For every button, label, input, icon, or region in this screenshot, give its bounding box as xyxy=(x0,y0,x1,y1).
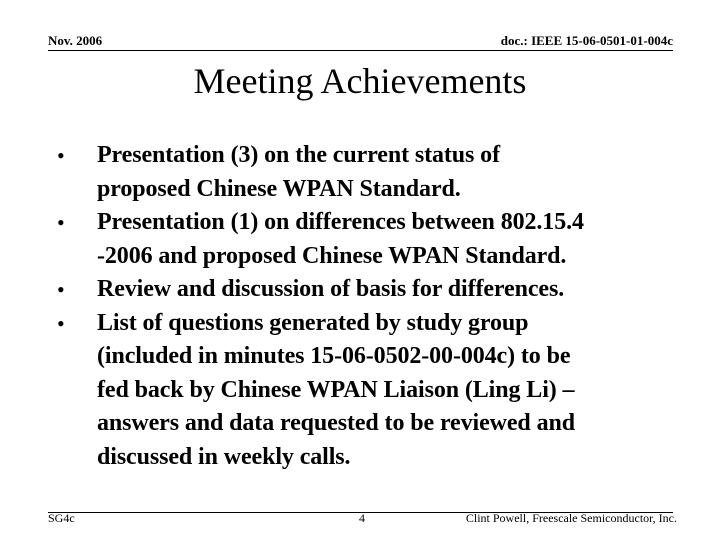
bullet-icon: • xyxy=(57,143,65,168)
bullet-text-line: (included in minutes 15-06-0502-00-004c) to be xyxy=(97,343,571,369)
header-date: Nov. 2006 xyxy=(48,33,103,48)
footer-author: Clint Powell, Freescale Semiconductor, Inc. xyxy=(465,511,677,525)
bullet-icon: • xyxy=(57,210,65,235)
bullet-text-line: List of questions generated by study group xyxy=(97,309,529,336)
bullet-item xyxy=(48,206,688,273)
bullet-text-line: answers and data requested to be reviewed and xyxy=(97,410,575,436)
bullet-text-line: fed back by Chinese WPAN Liaison (Ling Li) – xyxy=(97,376,575,403)
footer-page-number: 4 xyxy=(359,511,365,525)
bullet-text-line: Presentation (1) on differences between 802.15.4 xyxy=(97,209,584,235)
footer-group: SG4c xyxy=(48,511,75,525)
bullet-item xyxy=(48,273,688,307)
bullet-item xyxy=(48,307,688,475)
bullet-item xyxy=(48,139,688,206)
bullet-text-line: proposed Chinese WPAN Standard. xyxy=(97,175,461,202)
slide-title: Meeting Achievements xyxy=(193,61,527,101)
bullet-text-line: discussed in weekly calls. xyxy=(97,443,351,470)
header-divider xyxy=(48,50,673,51)
bullet-text-line: Presentation (3) on the current status of xyxy=(97,142,500,168)
bullet-text-line: -2006 and proposed Chinese WPAN Standard. xyxy=(97,242,567,269)
bullet-icon: • xyxy=(57,277,65,302)
bullet-list xyxy=(48,139,688,474)
bullet-text-line: Review and discussion of basis for differences. xyxy=(97,276,565,302)
bullet-icon: • xyxy=(57,310,65,336)
header-document-id: doc.: IEEE 15-06-0501-01-004c xyxy=(500,33,673,48)
